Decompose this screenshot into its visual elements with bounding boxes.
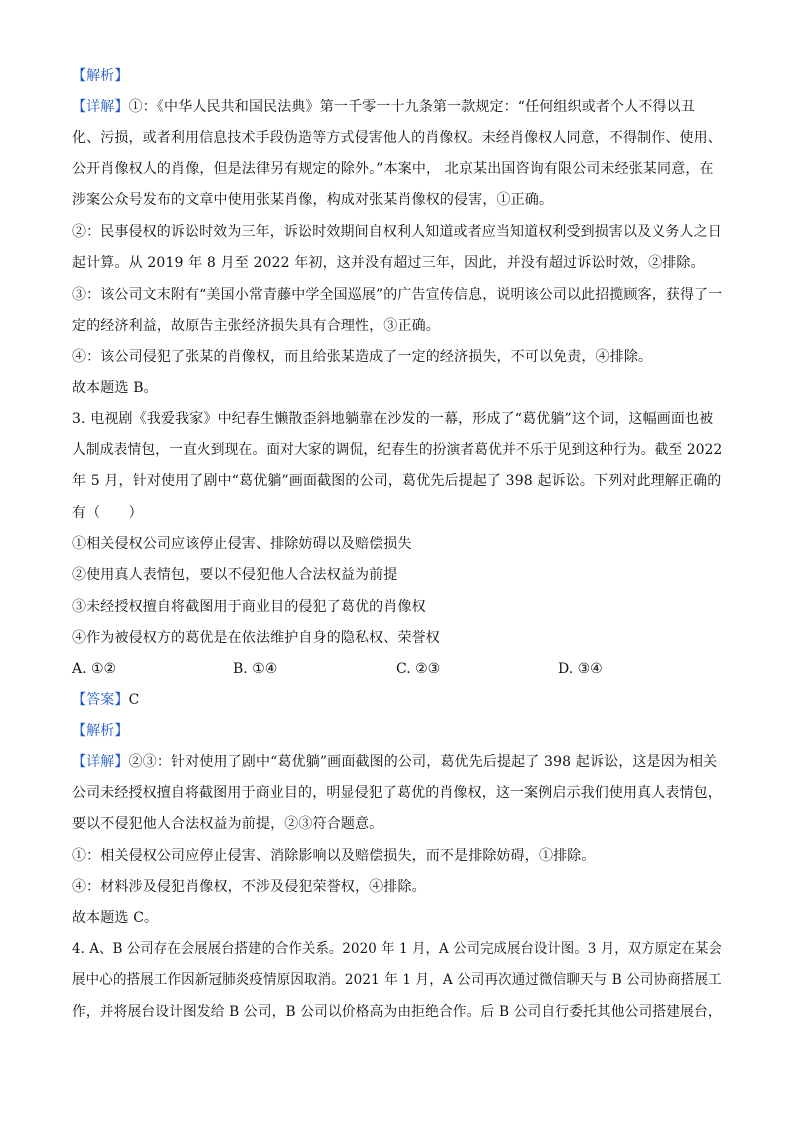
q4-stem-line-3: 作，并将展台设计图发给 B 公司，B 公司以价格高为由拒绝合作。后 B 公司自行委托其他公司搭建展台， (72, 1004, 722, 1020)
q2-point-3-line-1: ③：该公司文末附有“美国小常青藤中学全国巡展”的广告宣传信息，说明该公司以此招揽顾客，获得了一 (72, 287, 723, 303)
q2-detail-line-1 (72, 97, 722, 117)
q3-conclusion: 故本题选 C。 (72, 910, 159, 926)
q3-answer-value: C (128, 692, 140, 708)
q2-detail-text-1: ①：《中华人民共和国民法典》第一千零一十九条第一款规定：“任何组织或者个人不得以丑 (128, 99, 695, 115)
q3-detail-line-1 (72, 752, 722, 772)
q3-detail-tag: 【详解】 (72, 754, 129, 770)
q3-statement-4: ④作为被侵权方的葛优是在依法维护自身的隐私权、荣誉权 (72, 630, 440, 646)
q3-detail-line-3: 要以不侵犯他人合法权益为前提，②③符合题意。 (72, 816, 384, 832)
q3-option-a: A. ①② (72, 661, 117, 677)
q2-detail-line-2: 化、污损，或者利用信息技术手段伪造等方式侵害他人的肖像权。未经肖像权人同意，不得制作、使用、 (72, 130, 722, 146)
q2-point-3-line-2: 定的经济利益，故原告主张经济损失具有合理性，③正确。 (72, 318, 440, 334)
q3-statement-3: ③未经授权擅自将截图用于商业目的侵犯了葛优的肖像权 (72, 599, 426, 615)
answer-tag: 【答案】 (72, 692, 129, 708)
q3-statement-1: ①相关侵权公司应该停止侵害、排除妨碍以及赔偿损失 (72, 536, 412, 552)
q3-detail-line-2: 公司未经授权擅自将截图用于商业目的，明显侵犯了葛优的肖像权，这一案例启示我们使用真人表情包， (72, 785, 722, 801)
q2-detail-line-4: 涉案公众号发布的文章中使用张某肖像，构成对张某肖像权的侵害，①正确。 (72, 192, 554, 208)
q2-detail-line-3: 公开肖像权人的肖像，但是法律另有规定的除外。”本案中， 北京某出国咨询有限公司未经张某同意，在 (72, 161, 714, 177)
analysis-tag: 【解析】 (72, 68, 129, 84)
q4-stem-line-1: 4. A、B 公司存在会展展台搭建的合作关系。2020 年 1 月，A 公司完成展台设计图。3 月，双方原定在某会 (72, 941, 723, 957)
q3-detail-text-1: ②③：针对使用了剧中“葛优躺”画面截图的公司，葛优先后提起了 398 起诉讼，这是因为相关 (128, 754, 718, 770)
q2-point-2-line-1: ②：民事侵权的诉讼时效为三年，诉讼时效期间自权利人知道或者应当知道权利受到损害以及义务人之日 (72, 224, 722, 240)
q3-point-4: ④：材料涉及侵犯肖像权，不涉及侵犯荣誉权，④排除。 (72, 879, 426, 895)
q3-option-d: D. ③④ (558, 661, 603, 677)
q3-analysis-tag: 【解析】 (72, 723, 129, 739)
detail-tag: 【详解】 (72, 99, 129, 115)
q2-point-4-line-1: ④：该公司侵犯了张某的肖像权，而且给张某造成了一定的经济损失，不可以免责，④排除。 (72, 349, 653, 365)
q3-stem-line-3: 年 5 月，针对使用了剧中“葛优躺”画面截图的公司，葛优先后提起了 398 起诉讼。下列对此理解正确的 (72, 473, 722, 489)
q3-option-c: C. ②③ (396, 661, 441, 677)
q4-stem-line-2: 展中心的搭展工作因新冠肺炎疫情原因取消。2021 年 1 月，A 公司再次通过微信聊天与 B 公司协商搭展工 (72, 972, 722, 988)
q3-answer-line (72, 690, 722, 710)
q3-stem-line-1: 3. 电视剧《我爱我家》中纪春生懒散歪斜地躺靠在沙发的一幕，形成了“葛优躺”这个词，这幅画面也被 (72, 411, 714, 427)
q3-stem-line-2: 人制成表情包，一直火到现在。面对大家的调侃，纪春生的扮演者葛优并不乐于见到这种行为。截至 2022 (72, 442, 723, 458)
q3-stem-line-4: 有（ ） (72, 505, 143, 521)
q3-point-1: ①：相关侵权公司应停止侵害、消除影响以及赔偿损失，而不是排除妨碍，①排除。 (72, 848, 596, 864)
q3-statement-2: ②使用真人表情包，要以不侵犯他人合法权益为前提 (72, 567, 398, 583)
q3-option-b: B. ①④ (233, 661, 278, 677)
q2-point-2-line-2: 起计算。从 2019 年 8 月至 2022 年初，这并没有超过三年，因此，并没有超过诉讼时效，②排除。 (72, 255, 705, 271)
q2-conclusion: 故本题选 B。 (72, 380, 158, 396)
